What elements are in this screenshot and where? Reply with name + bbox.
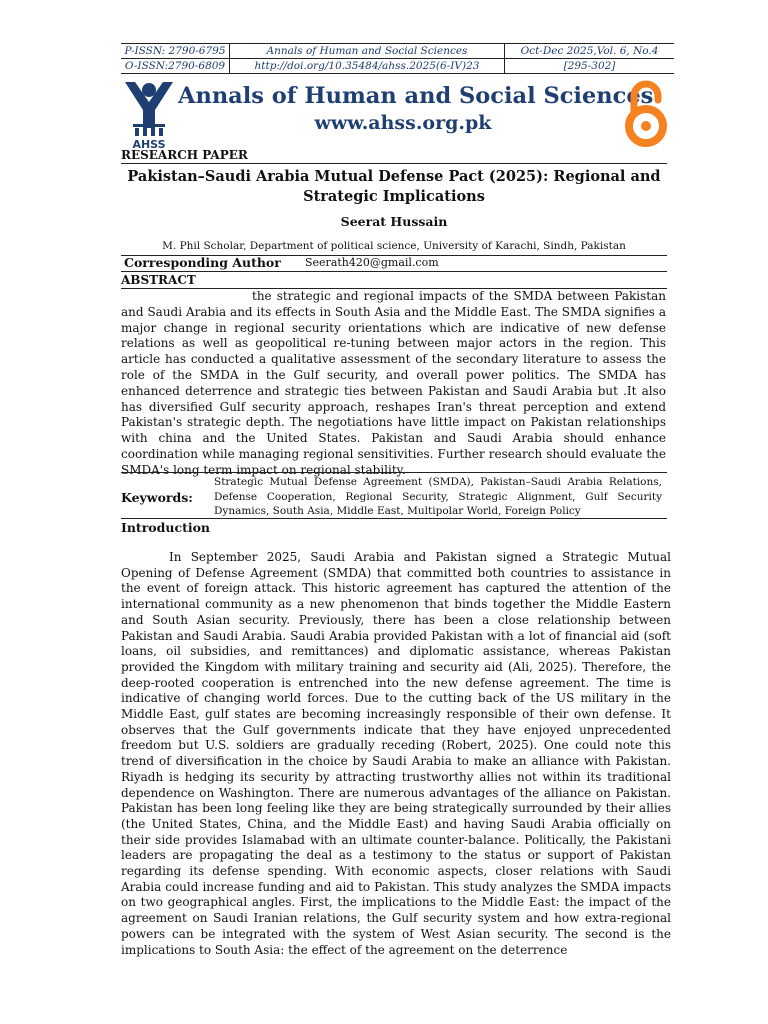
keywords-label: Keywords: xyxy=(121,490,193,505)
paper-title: Pakistan–Saudi Arabia Mutual Defense Pact (2025): Regional and Strategic Implications xyxy=(127,168,661,205)
introduction-text: In September 2025, Saudi Arabia and Pakistan signed a Strategic Mutual Opening of Defense Agreement (SMDA) that committed both countries to assistance in the event of foreign attack. This historic agreement has captured the attention of the international community as a new phenomenon that binds together the Middle Eastern and South Asian security. Previously, there has been a close relationship between Pakistan and Saudi Arabia. Saudi Arabia provided Pakistan with a lot of financial aid (soft loans, oil subsidies, and remittances) and diplomatic assistance, whereas Pakistan provided the Kingdom with military training and security aid (Ali, 2025). Therefore, the deep-rooted cooperation is entrenched into the new defense agreement. The time is indicative of changing world forces. Due to the cutting back of the US military in the Middle East, gulf states are becoming increasingly responsible of their own defense. It observes that the Gulf governments indicate that they have enjoyed unprecedented freedom but U.S. soldiers are gradually receding (Robert, 2025). One could note this trend of diversification in the choice by Saudi Arabia to make an alliance with Pakistan. Riyadh is hedging its security by attracting trustworthy allies not within its traditional dependence on Washington. There are numerous advantages of the alliance on Pakistan. Pakistan has been long feeling like they are being strategically surrounded by their allies (the United States, China, and the Middle East) and having Saudi Arabia officially on their side provides Islamabad with an ultimate counter-balance. Politically, the Pakistani leaders are propagating the deal as a testimony to the status or support of Pakistan regarding its defense spending. With economic aspects, closer relations with Saudi Arabia could increase funding and aid to Pakistan. This study analyzes the SMDA impacts on two geographical angles. First, the implications to the Middle East: the impact of the agreement on Saudi Iranian relations, the Gulf security system and how extra-regional powers can be integrated with the system of West Asian security. The second is the implications to South Asia: the effect of the agreement on the deterrence xyxy=(121,550,671,957)
page-range: [295-302] xyxy=(505,59,675,74)
divider-top xyxy=(121,163,667,164)
abstract-heading: ABSTRACT xyxy=(121,273,196,287)
author-name: Seerat Hussain xyxy=(340,214,448,229)
corresponding-email[interactable]: Seerath420@gmail.com xyxy=(305,256,439,269)
author-affiliation: M. Phil Scholar, Department of political science, University of Karachi, Sindh, Pakistan xyxy=(162,240,626,252)
journal-url[interactable]: www.ahss.org.pk xyxy=(314,112,492,134)
introduction-heading: Introduction xyxy=(121,520,211,535)
abstract-text: the strategic and regional impacts of the SMDA between Pakistan and Saudi Arabia and its effects in South Asia and the Middle East. The SMDA signifies a major change in regional security orientations which are indicative of new defense relations as well as geopolitical re-tuning between major actors in the region. This article has conducted a qualitative assessment of the secondary literature to assess the role of the SMDA in the Gulf security, and overall power politics. The SMDA has enhanced deterrence and strategic ties between Pakistan and Saudi Arabia but .It also has diversified Gulf security approach, reshapes Iran's threat perception and extend Pakistan's strategic depth. The negotiations have little impact on Pakistan relationships with china and the United States. Pakistan and Saudi Arabia should enhance coordination while managing regional sensitivities. Further research should evaluate the SMDA's long term impact on regional stability. xyxy=(121,289,666,477)
doi-link[interactable]: http://doi.org/10.35484/ahss.2025(6-IV)23 xyxy=(230,59,505,74)
person-raised-arms-logo-icon xyxy=(121,78,176,150)
journal-title-small: Annals of Human and Social Sciences xyxy=(230,44,505,59)
journal-name: Annals of Human and Social Sciences xyxy=(178,83,654,109)
print-issn: P-ISSN: 2790-6795 xyxy=(121,44,230,59)
issue-info: Oct-Dec 2025,Vol. 6, No.4 xyxy=(505,44,675,59)
divider-keywords-top xyxy=(121,472,667,473)
header-row-2 xyxy=(121,59,674,74)
paper-type: RESEARCH PAPER xyxy=(121,148,248,162)
header-row-1 xyxy=(121,44,674,59)
journal-logo xyxy=(121,78,176,150)
logo-text: AHSS xyxy=(132,138,166,150)
divider-corr-bottom xyxy=(121,271,667,272)
keywords-text: Strategic Mutual Defense Agreement (SMDA), Pakistan–Saudi Arabia Relations, Defense Cooperation, Regional Security, Strategic Alignment, Gulf Security Dynamics, South Asia, Middle East, Multipolar World, Foreign Policy xyxy=(214,476,662,517)
journal-header-table xyxy=(121,43,674,74)
corresponding-label: Corresponding Author xyxy=(124,255,281,270)
divider-keywords-bottom xyxy=(121,518,667,519)
online-issn: O-ISSN:2790-6809 xyxy=(121,59,230,74)
open-access-icon xyxy=(620,78,672,148)
